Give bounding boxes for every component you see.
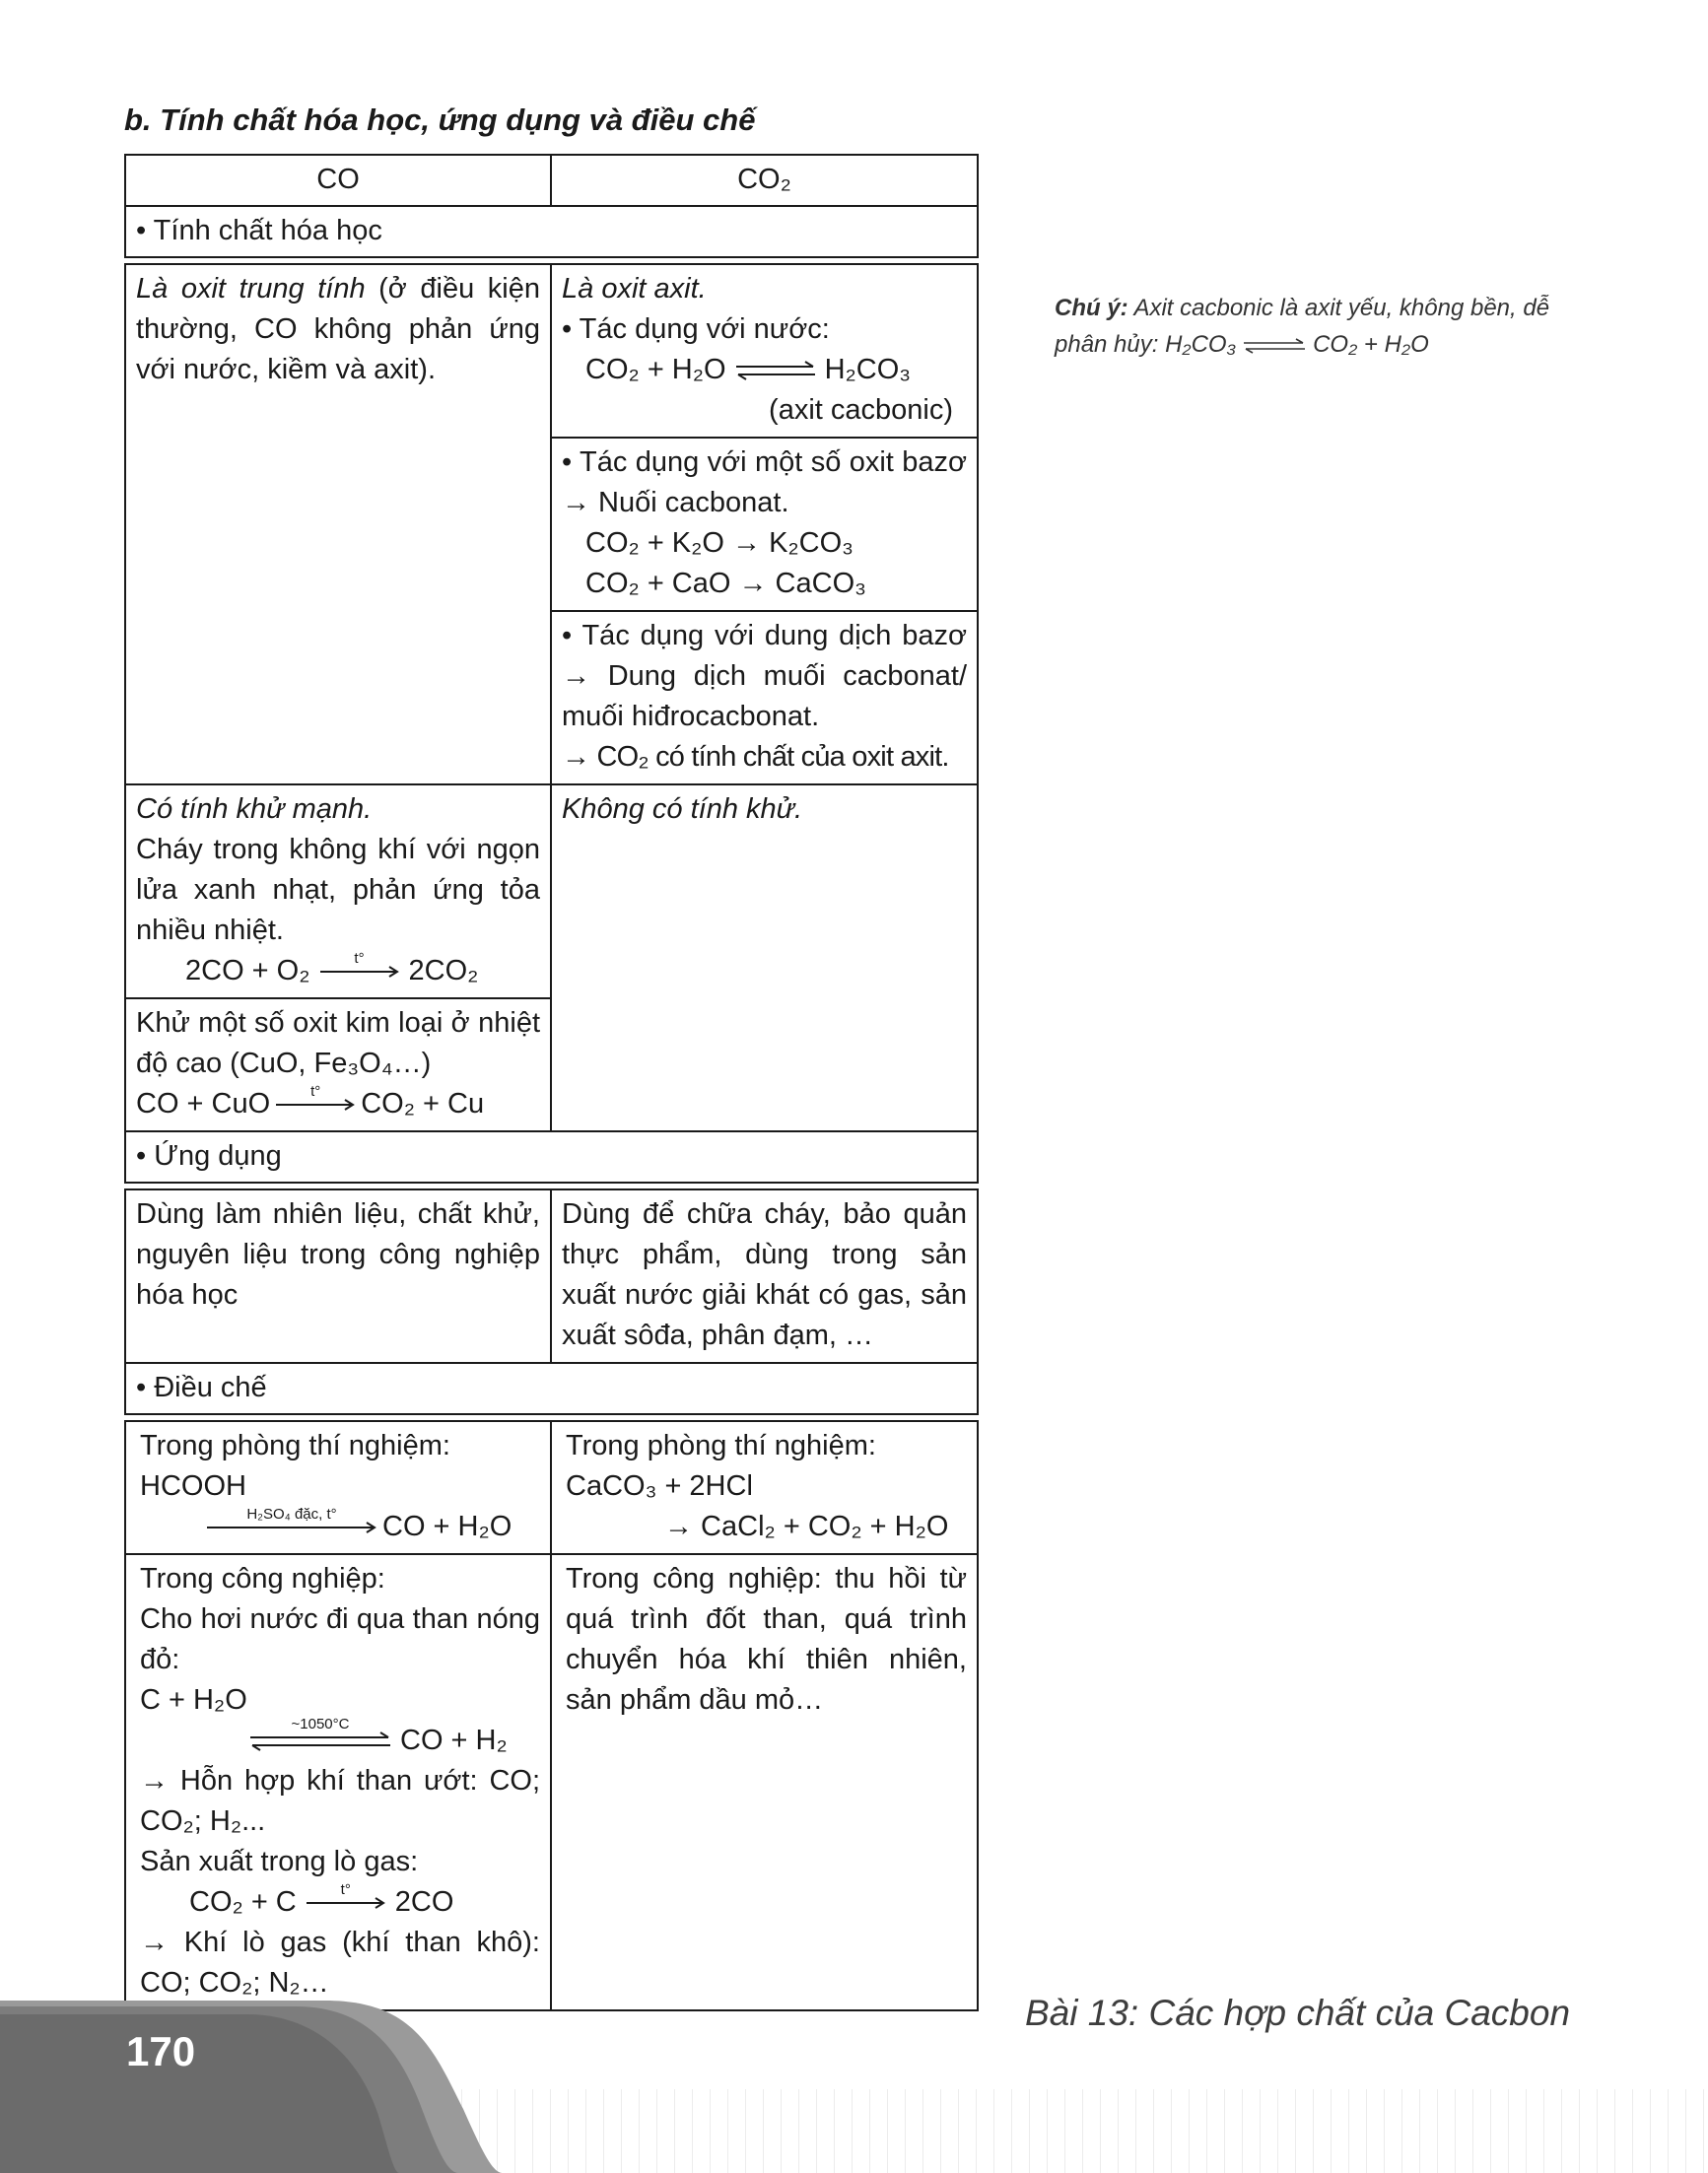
co-lab-equation	[140, 1507, 540, 1547]
co2-base-cell	[551, 611, 978, 784]
co-ind-equation	[140, 1716, 540, 1761]
arrow-icon	[305, 1881, 387, 1910]
section-prep-row	[125, 1363, 978, 1414]
co2-use-cell: Dùng để chữa cháy, bảo quản thực phẩm, dùng trong sản xuất nước giải khát có gas, sản xuất sôđa, phân đạm, …	[551, 1189, 978, 1363]
side-note	[1055, 290, 1587, 363]
table-row	[125, 1554, 978, 2010]
co-ind-eq-left: C + H₂O	[140, 1684, 247, 1716]
co-ind-gas-equation	[140, 1882, 540, 1923]
reversible-arrow-icon	[734, 360, 817, 381]
co2-water-title: • Tác dụng với nước:	[562, 313, 830, 345]
co-reduce-label: Có tính khử mạnh.	[136, 793, 373, 825]
co2-ind-cell: Trong công nghiệp: thu hồi từ quá trình đốt than, quá trình chuyển hóa khí thiên nhiên, sản phẩm dầu mỏ…	[551, 1554, 978, 2010]
eq-left: CO₂ + C	[189, 1886, 297, 1918]
co-ind-gas-conclusion: → Khí lò gas (khí than khô): CO; CO₂; N₂…	[140, 1927, 540, 1999]
eq-right: CO₂ + H₂O	[1313, 331, 1429, 358]
section-heading: b. Tính chất hóa học, ứng dụng và điều chế	[124, 102, 756, 137]
note-label: Chú ý:	[1055, 295, 1128, 321]
eq-right: 2CO	[394, 1886, 454, 1918]
co-burn-equation	[136, 951, 540, 991]
reversible-arrow-icon	[248, 1716, 392, 1752]
co-ind-title: Trong công nghiệp:	[140, 1563, 385, 1595]
header-co: CO	[125, 155, 551, 206]
eq-condition: t°	[354, 950, 365, 968]
eq-right: CO + H₂O	[382, 1511, 512, 1542]
co-metal-equation	[136, 1084, 540, 1124]
co2-basic-eq1: CO₂ + K₂O → K₂CO₃	[585, 527, 854, 559]
section-prep-label: • Điều chế	[125, 1363, 978, 1414]
eq-right: CO + H₂	[400, 1725, 508, 1756]
note-equation	[1165, 331, 1429, 358]
table-header-row	[125, 155, 978, 206]
eq-left: 2CO + O₂	[185, 955, 310, 986]
table-row	[125, 784, 978, 998]
co2-lab-eq2: → CaCl₂ + CO₂ + H₂O	[664, 1511, 949, 1542]
co2-basic-title: • Tác dụng với một số oxit bazơ → Nuối cacbonat.	[562, 446, 967, 518]
co-oxide-desc: (ở điều kiện thường, CO không phản ứng với nước, kiềm và axit).	[136, 273, 540, 385]
eq-condition: t°	[340, 1881, 351, 1899]
chapter-title: Bài 13: Các hợp chất của Cacbon	[1025, 1993, 1571, 2033]
comparison-table	[124, 154, 979, 2011]
eq-left: CO + CuO	[136, 1088, 271, 1120]
section-chem-row	[125, 206, 978, 257]
co2-water-cell	[551, 264, 978, 438]
eq-right: 2CO₂	[408, 955, 479, 986]
co-lab-reactant: HCOOH	[140, 1470, 246, 1502]
arrow-icon	[274, 1083, 357, 1112]
section-chem-label: • Tính chất hóa học	[125, 206, 978, 257]
co2-water-equation	[562, 350, 967, 390]
table-row	[125, 1189, 978, 1363]
reversible-arrow-icon	[1242, 337, 1307, 355]
eq-condition: t°	[310, 1083, 321, 1101]
co-oxide-cell	[125, 264, 551, 784]
co-lab-title: Trong phòng thí nghiệm:	[140, 1430, 450, 1461]
co2-no-reduce-cell	[551, 784, 978, 1131]
co2-basic-eq2: CO₂ + CaO → CaCO₃	[585, 568, 866, 599]
co-ind-gas-title: Sản xuất trong lò gas:	[140, 1846, 419, 1877]
co2-water-note: (axit cacbonic)	[769, 394, 953, 426]
co2-lab-eq1: CaCO₃ + 2HCl	[566, 1470, 753, 1502]
co-use-cell: Dùng làm nhiên liệu, chất khử, nguyên liệu trong công nghiệp hóa học	[125, 1189, 551, 1363]
table-row	[125, 1421, 978, 1554]
co-metal-text: Khử một số oxit kim loại ở nhiệt độ cao (CuO, Fe₃O₄…)	[136, 1007, 540, 1079]
eq-right: H₂CO₃	[824, 354, 912, 385]
arrow-icon	[318, 950, 401, 979]
header-co2: CO₂	[551, 155, 978, 206]
section-use-label: • Ứng dụng	[125, 1131, 978, 1183]
section-use-row	[125, 1131, 978, 1183]
co-metal-cell	[125, 998, 551, 1131]
eq-right: CO₂ + Cu	[361, 1088, 485, 1120]
co-reduce-cell	[125, 784, 551, 998]
co2-lab-cell	[551, 1421, 978, 1554]
co-oxide-type: Là oxit trung tính	[136, 273, 366, 305]
co-lab-cell	[125, 1421, 551, 1554]
page-number: 170	[126, 2028, 196, 2074]
co-ind-text: Cho hơi nước đi qua than nóng đỏ:	[140, 1603, 540, 1675]
table-row	[125, 264, 978, 438]
eq-condition: ~1050°C	[291, 1716, 350, 1733]
note-text: Axit cacbonic là axit yếu, không bền, dễ phân hủy:	[1055, 295, 1550, 358]
co2-base-title: • Tác dụng với dung dịch bazơ → Dung dịch muối cacbonat/ muối hiđrocacbonat.	[562, 620, 967, 732]
co-reduce-text: Cháy trong không khí với ngọn lửa xanh nhạt, phản ứng tỏa nhiều nhiệt.	[136, 834, 540, 946]
co-ind-cell	[125, 1554, 551, 2010]
co2-lab-title: Trong phòng thí nghiệm:	[566, 1430, 876, 1461]
co2-no-reduce: Không có tính khử.	[562, 793, 803, 825]
arrow-icon	[205, 1506, 378, 1534]
co2-acid-label: Là oxit axit.	[562, 273, 707, 305]
footer-band	[0, 1991, 1708, 2173]
co2-base-conclusion: → CO₂ có tính chất của oxit axit.	[562, 741, 949, 773]
eq-left: H₂CO₃	[1165, 331, 1237, 358]
co-ind-mix: → Hỗn hợp khí than ướt: CO; CO₂; H₂...	[140, 1765, 540, 1837]
co2-basic-cell	[551, 438, 978, 611]
eq-left: CO₂ + H₂O	[585, 354, 726, 385]
eq-condition: H₂SO₄ đặc, t°	[246, 1506, 337, 1524]
